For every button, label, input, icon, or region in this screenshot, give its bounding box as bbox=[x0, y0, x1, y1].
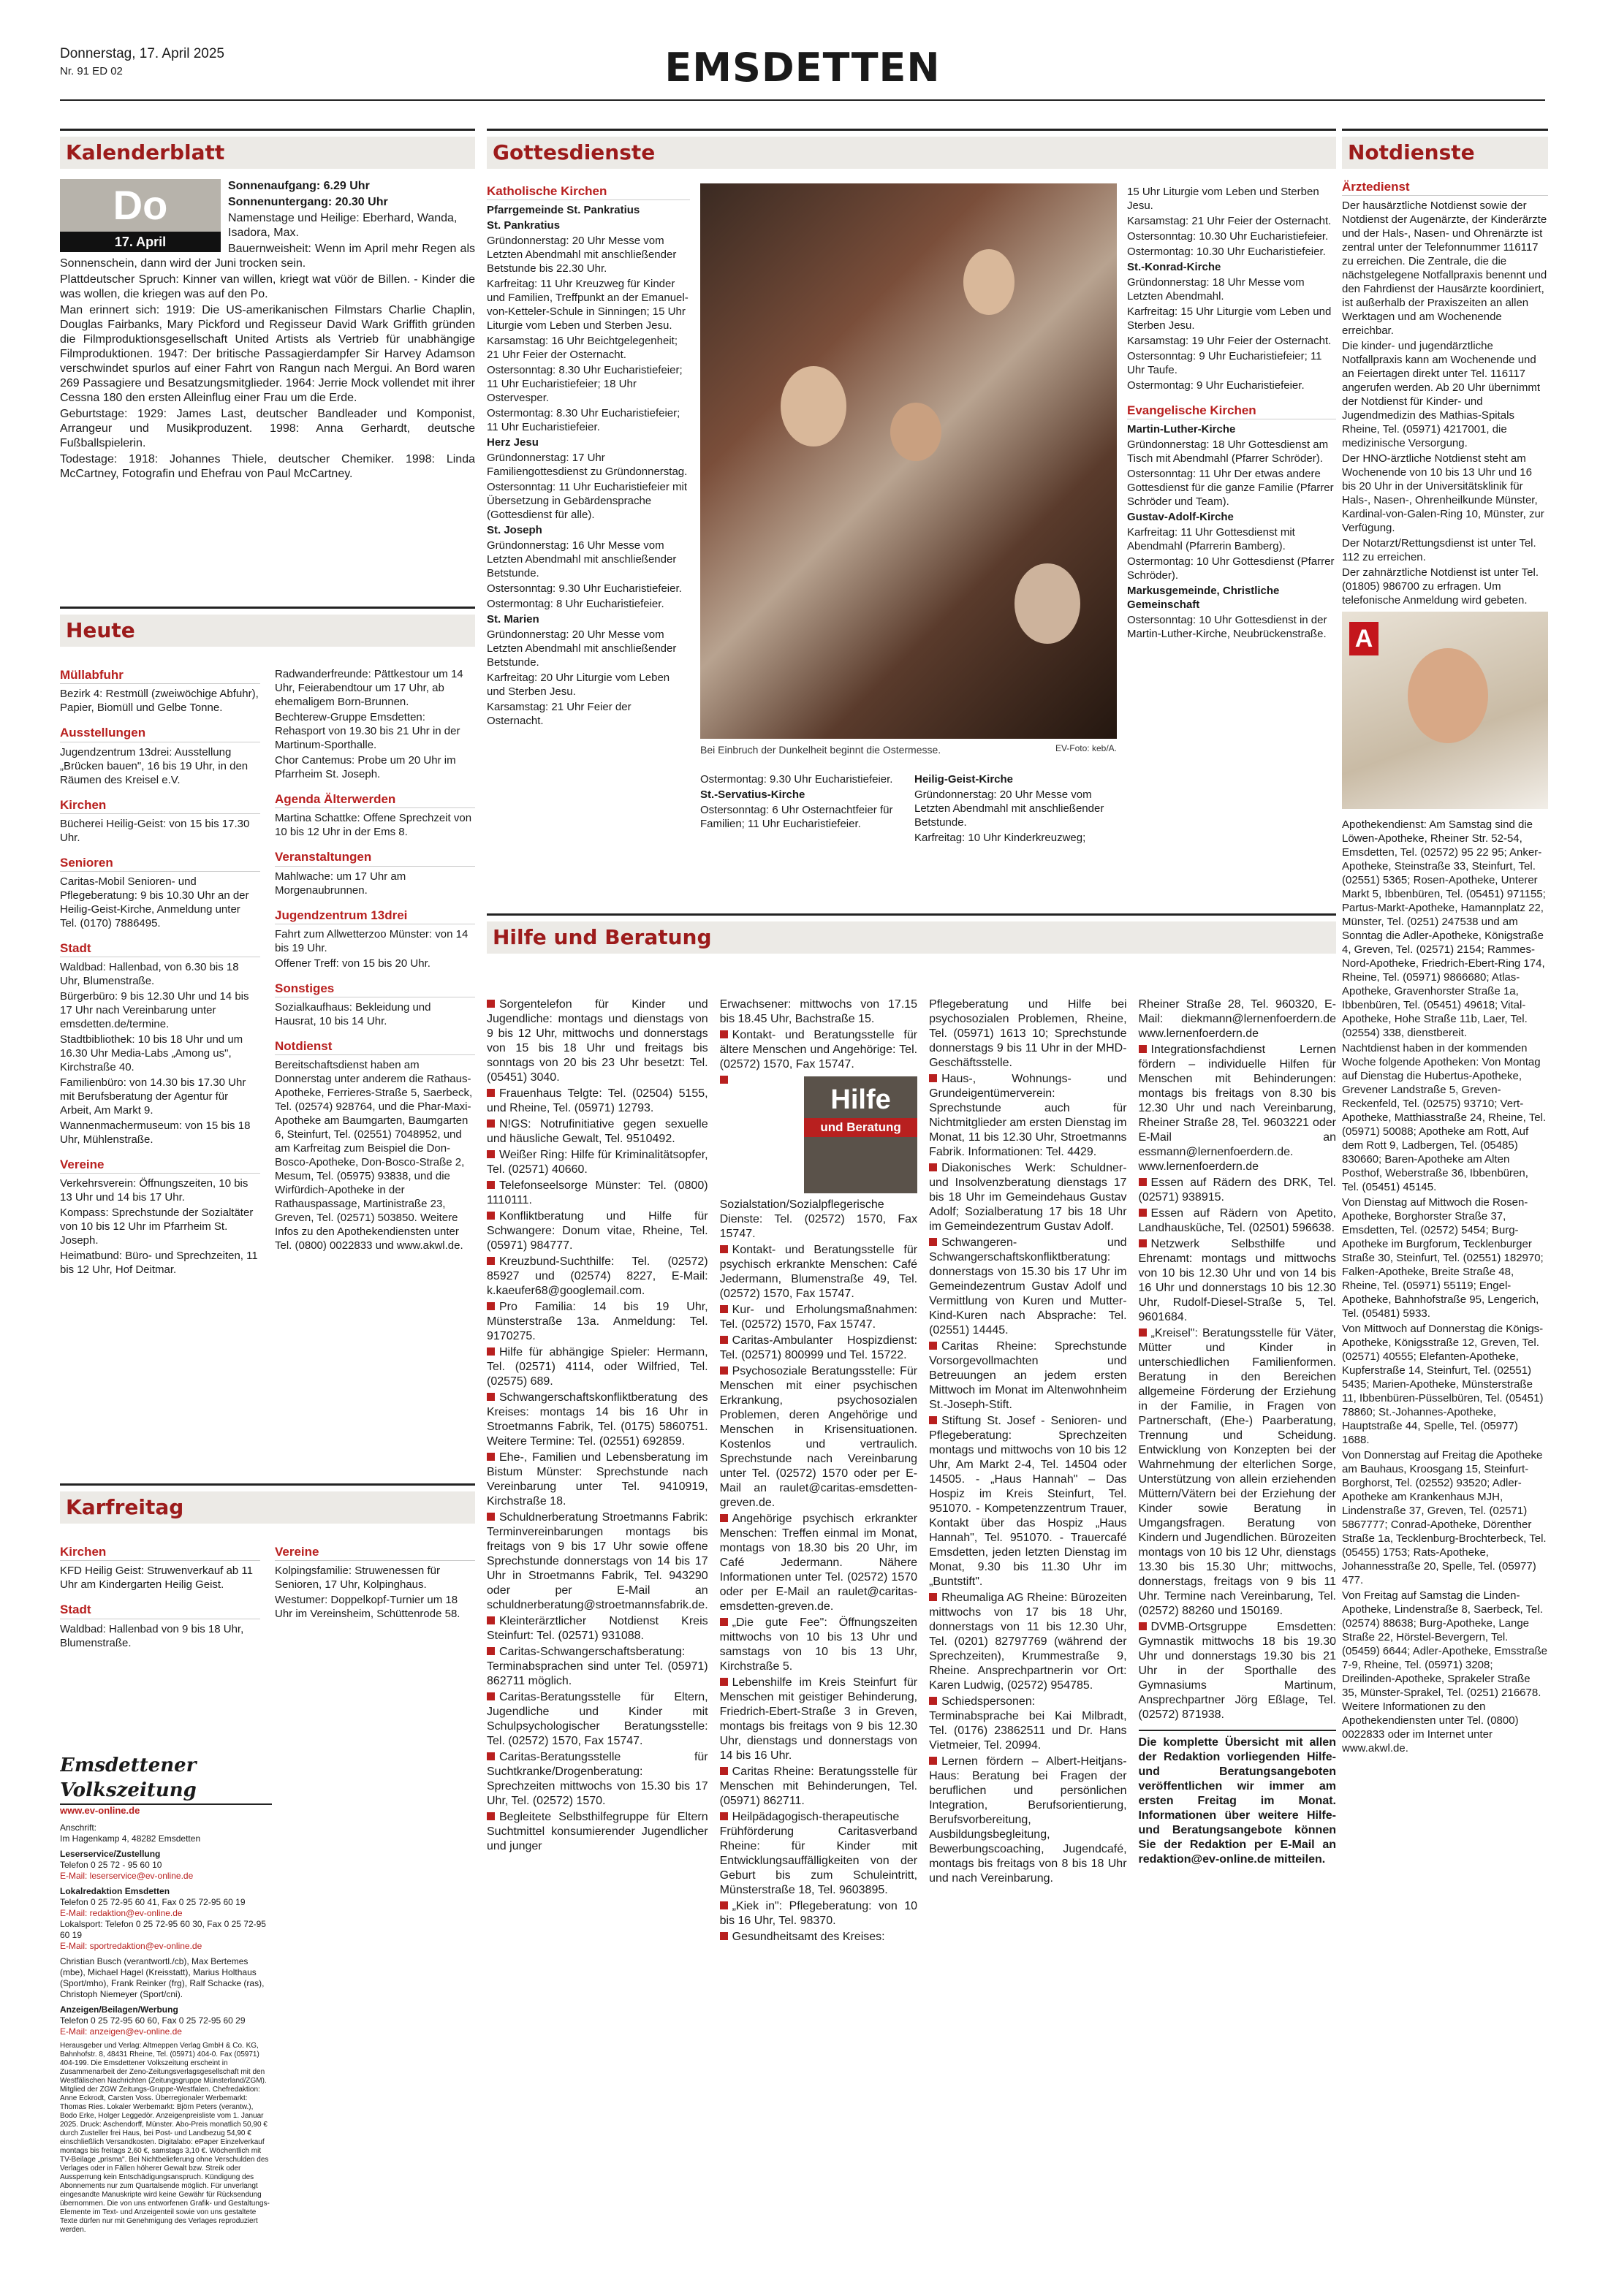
entry: Gründonnerstag: 18 Uhr Messe vom Letzten Abendmahl. bbox=[1127, 276, 1305, 303]
entry-text: Essen auf Rädern des DRK, Tel. (02571) 938915. bbox=[1138, 1176, 1336, 1204]
entry: Stadtbibliothek: 10 bis 18 Uhr und um 16.30 Uhr Media-Labs „Among us", Kirchstraße 40. bbox=[60, 1033, 243, 1073]
entry: Ostersonntag: 10.30 Uhr Eucharistiefeier. bbox=[1127, 230, 1329, 243]
entry: Offener Treff: von 15 bis 20 Uhr. bbox=[275, 957, 431, 970]
kalenderblatt-heading: Kalenderblatt bbox=[60, 137, 475, 169]
entry-text: Weißer Ring: Hilfe für Kriminalitätsopfer, Tel. (02571) 40660. bbox=[487, 1149, 708, 1176]
entry-text: Sorgentelefon für Kinder und Jugendliche: montags und dienstags von 9 bis 12 Uhr, mittwochs und donnerstags von 15 bis 18 Uhr und freitags bis sonntags von 20 bis 23 Uhr besetzt: Tel. (05451) 3040. bbox=[487, 998, 708, 1084]
entry bbox=[1139, 1326, 1336, 1619]
line: Anzeigen/Beilagen/Werbung bbox=[60, 2004, 178, 2015]
man-erinnert-sich: Man erinnert sich: 1919: Die US-amerikanischen Filmstars Charlie Chaplin, Douglas Fairbanks, Mary Pickford und Regisseur David Wark Griffith gründen die Filmproduktionsgesellschaft United Artists als Vertrieb für unabhängige Filmproduktionen. 1947: Der britische Passagierdampfer Sir Harvey Adamson verschwindet spurlos auf einer Fahrt von Rangun nach Mergui. An Bord waren 269 Passagiere und Besatzungsmitglieder. 1964: Jerrie Mock vollendet mit ihrer Cessna 180 den ersten Alleinflug einer Frau um die Erde. bbox=[60, 304, 475, 405]
gottesdienste-col3 bbox=[914, 771, 1117, 846]
heute-heading: Heute bbox=[60, 615, 475, 647]
entry bbox=[1139, 1206, 1336, 1236]
sub-vereine: Vereine bbox=[60, 1157, 260, 1174]
badge-title: Hilfe bbox=[830, 1084, 891, 1115]
entry-text: Stiftung St. Josef - Senioren- und Pflegeberatung: Sprechzeiten montags und mittwochs von 10 bis 12 Uhr, Am Markt 2-4, Tel. 14504 oder 14505. - „Haus Hannah" – Das Hospiz im Kreis Steinfurt, Tel. 951070. - Kompetenzzentrum Trauer, Kontakt über das Hospiz „Haus Hannah", Tel. 951070. - Trauercafé Emsdetten, jeden letzten Dienstag im Monat, 9.30 bis 11.30 Uhr im „Buntstift". bbox=[929, 1415, 1127, 1588]
entry bbox=[487, 1117, 708, 1147]
entry-text: N!GS: Notrufinitiative gegen sexuelle und häusliche Gewalt, Tel. 9510492. bbox=[487, 1118, 708, 1145]
entry: Karsamstag: 21 Uhr Feier der Osternacht. bbox=[1127, 215, 1332, 227]
entry bbox=[487, 997, 708, 1085]
entry bbox=[487, 1690, 708, 1749]
sub-kirchen: Kirchen bbox=[60, 797, 260, 814]
entry: Ostersonntag: 6 Uhr Osternachtfeier für Familien; 11 Uhr Eucharistiefeier. bbox=[700, 804, 893, 830]
entry-text: Kleinterärztlicher Notdienst Kreis Steinfurt: Tel. (02571) 931088. bbox=[487, 1615, 708, 1642]
church-name: St. Joseph bbox=[487, 524, 542, 537]
entry-text: Caritas Rheine: Sprechstunde Vorsorgevollmachten und Betreuungen an jedem ersten Mittwoch im Monat im Altenwohnheim St.-Joseph-Stift. bbox=[929, 1340, 1127, 1411]
issue-number: Nr. 91 ED 02 bbox=[60, 65, 123, 77]
weekday-date: 17. April bbox=[60, 232, 221, 252]
entry: Gründonnerstag: 18 Uhr Gottesdienst am Tisch mit Abendmahl (Pfarrer Schröder). bbox=[1127, 438, 1329, 465]
line: Lokalsport: Telefon 0 25 72-95 60 30, Fax 0 25 72-95 60 19 bbox=[60, 1919, 266, 1941]
entry-text: Schiedspersonen: Terminabsprache bei Kai Milbradt, Tel. (0176) 23862511 und Dr. Hans Vietmeier, Tel. 20994. bbox=[929, 1695, 1127, 1752]
entry bbox=[487, 1345, 708, 1389]
entry: KFD Heilig Geist: Struwenverkauf ab 11 Uhr am Kindergarten Heilig Geist. bbox=[60, 1565, 254, 1592]
pharmacist-face bbox=[1408, 648, 1488, 743]
entry: Ostermontag: 10 Uhr Gottesdienst (Pfarrer Schröder). bbox=[1127, 555, 1335, 582]
entry: Karsamstag: 21 Uhr Feier der Osternacht. bbox=[487, 701, 632, 728]
line: Leserservice/Zustellung bbox=[60, 1849, 161, 1860]
entry-text: Caritas Rheine: Beratungsstelle für Menschen mit Behinderungen, Tel. (05971) 862711. bbox=[719, 1765, 918, 1807]
entry: Kolpingsfamilie: Struwenessen für Senioren, 17 Uhr, Kolpinghaus. bbox=[275, 1565, 440, 1592]
entry: Heimatbund: Büro- und Sprechzeiten, 11 bis 12 Uhr, Hof Deitmar. bbox=[60, 1249, 258, 1276]
entry: Gründonnerstag: 20 Uhr Messe vom Letzten Abendmahl mit anschließender Betstunde bis 22.30 Uhr. bbox=[487, 235, 677, 275]
entry: Karsamstag: 16 Uhr Beichtgelegenheit; 21 Uhr Feier der Osternacht. bbox=[487, 335, 678, 362]
entry-text: Essen auf Rädern von Apetito, Landhausküche, Tel. (02501) 596638. bbox=[1138, 1207, 1336, 1234]
entry bbox=[929, 1236, 1126, 1338]
entry-text: Kontakt- und Beratungsstelle für ältere Menschen und Angehörige: Tel. (02572) 1570, Fax 15747. bbox=[719, 1029, 918, 1071]
entry: Ostersonntag: 11 Uhr Eucharistiefeier mit Übersetzung in Gebärdensprache (Gottesdienst für alle). bbox=[487, 481, 688, 522]
line: Telefon 0 25 72 - 95 60 10 bbox=[60, 1860, 162, 1871]
entry-text: „Die gute Fee": Öffnungszeiten mittwochs von 10 bis 13 Uhr und samstags von 10 bis 13 Uhr, Kirchstraße 5. bbox=[719, 1616, 918, 1673]
entry: Karfreitag: 20 Uhr Liturgie vom Leben und Sterben Jesu. bbox=[487, 672, 670, 699]
hilfe-col2 bbox=[720, 996, 917, 2273]
entry-text: Caritas-Schwangerschaftsberatung: Terminabsprachen sind unter Tel. (05971) 862711 möglich. bbox=[487, 1646, 708, 1687]
easter-mass-photo bbox=[700, 183, 1117, 739]
header-date: Donnerstag, 17. April 2025 bbox=[60, 46, 224, 61]
entry bbox=[929, 1414, 1126, 1589]
entry: Waldbad: Hallenbad, von 6.30 bis 18 Uhr, Blumenstraße. bbox=[60, 960, 239, 987]
entry: Apothekendienst: Am Samstag sind die Löwen-Apotheke, Rheiner Str. 52-54, Emsdetten, Tel. (02572) 95 22 95; Anker-Apotheke, Steinstraße 33, Steinfurt, Tel. (02551) 5365; Rosen-Apotheke, Unterer Markt 5, Ibbenbüren, Tel. (05451) 971155; Partus-Markt-Apotheke, Hamannplatz 22, Münster, Tel. (0251) 247538 und am Sonntag die Adler-Apotheke, Königstraße 4, Greven, Tel. (02571) 2154; Rammes-Nord-Apotheke, Friedrich-Ebert-Ring 174, Rheine, Tel. (05971) 9866680; Atlas-Apotheke, Gravenhorster Straße 1a, Ibbenbüren, Tel. (05451) 49618; Vital-Apotheke, Hohe Straße 11b, Laer, Tel. (02554) 338, dienstbereit. bbox=[1342, 818, 1546, 1040]
entry-text: Schwangerschaftskonfliktberatung des Kreises: montags 14 bis 16 Uhr in Stroetmanns Fabrik, Tel. (0175) 5860751. Weitere Termine: Tel. (02551) 692859. bbox=[487, 1391, 708, 1448]
church-name: Markusgemeinde, Christliche Gemeinschaft bbox=[1127, 585, 1280, 612]
entry-text: Gesundheitsamt des Kreises: bbox=[732, 1931, 885, 1943]
entry: Bereitschaftsdienst haben am Donnerstag unter anderem die Rathaus-Apotheke, Ferrieres-Straße 5, Saerbeck, Tel. (02574) 928764, und die Phar-Maxi-Apotheke am Baumgarten, Baumgarten 6, Steinfurt, Tel. (02551) 7048952, und am Karfreitag zum Beispiel die Don-Bosco-Apotheke, Don-Bosco-Straße 2, Mesum, Tel. (05975) 93838, und die Wirfürdich-Apotheke in der Rathauspassage, Martinistraße 23, Greven, Tel. (02571) 503850. Weitere Infos zu den Apothekendiensten unter Tel. (0800) 0022833 und www.akwl.de. bbox=[275, 1058, 473, 1252]
entry: Erwachsener: mittwochs von 17.15 bis 18.45 Uhr, Bachstraße 15. bbox=[719, 998, 918, 1025]
sub-kirchen: Kirchen bbox=[60, 1544, 260, 1561]
entry: Gründonnerstag: 20 Uhr Messe vom Letzten Abendmahl mit anschließender Betstunde. bbox=[914, 788, 1104, 829]
entry bbox=[720, 1364, 917, 1510]
impressum bbox=[60, 1754, 272, 2265]
entry-text: Pro Familia: 14 bis 19 Uhr, Münsterstraße 13a. Anmeldung: Tel. 9170275. bbox=[487, 1301, 708, 1342]
entry bbox=[1139, 1043, 1336, 1174]
entry: Sozialkaufhaus: Bekleidung und Hausrat, 10 bis 14 Uhr. bbox=[275, 1000, 431, 1027]
sub-katholisch: Katholische Kirchen bbox=[487, 183, 690, 200]
entry: Ostermontag: 9 Uhr Eucharistiefeier. bbox=[1127, 379, 1305, 392]
entry bbox=[720, 1028, 917, 1072]
church-name: St. Pankratius bbox=[487, 219, 561, 232]
entry bbox=[1139, 1176, 1336, 1205]
email-link[interactable]: E-Mail: sportredaktion@ev-online.de bbox=[60, 1941, 202, 1952]
entry bbox=[487, 1255, 708, 1299]
entry bbox=[487, 1209, 708, 1253]
hilfe-col1 bbox=[487, 996, 708, 2273]
entry: Nachtdienst haben in der kommenden Woche folgende Apotheken: Von Montag auf Dienstag die Hubertus-Apotheke, Grevener Landstraße 5, Greven-Reckenfeld, Tel. (02575) 93710; Vert-Apotheke, Matthiasstraße 24, Rheine, Tel. (05971) 50088; Apotheke am Rott, Auf dem Rott 9, Ladbergen, Tel. (05485) 830660; Baren-Apotheke am Alten Posthof, Weberstraße 36, Ibbenbüren, Tel. (05451) 45145. bbox=[1342, 1042, 1547, 1194]
hilfe-col4 bbox=[1139, 996, 1336, 2273]
entry: Von Donnerstag auf Freitag die Apotheke am Bauhaus, Kroosgang 15, Steinfurt-Borghorst, Tel. (02552) 93520; Adler-Apotheke am Krankenhaus MJH, Lindenstraße 37, Greven, Tel. (02571) 5867777; Conrad-Apotheke, Dörenther Straße 1a, Tecklenburg-Brochterbeck, Tel. (05455) 1753; Rats-Apotheke, Johannesstraße 20, Spelle, Tel. (05977) 477. bbox=[1342, 1449, 1547, 1587]
entry bbox=[720, 1899, 917, 1928]
entry bbox=[487, 1300, 708, 1344]
impressum-text bbox=[60, 1822, 272, 2235]
entry: Karfreitag: 10 Uhr Kinderkreuzweg; bbox=[914, 832, 1086, 844]
entry bbox=[720, 1334, 917, 1363]
sunset: Sonnenuntergang: 20.30 Uhr bbox=[228, 196, 388, 209]
overview-note: Die komplette Übersicht mit allen der Redaktion vorliegenden Hilfe- und Beratungsangeboten veröffentlichen wir immer am ersten Freitag im Monat. Informationen über weitere Hilfe- und Beratungsangebote können Sie der Redaktion per E-Mail an redaktion@ev-online.de mitteilen. bbox=[1139, 1730, 1336, 1867]
entry-text: Hilfe für abhängige Spieler: Hermann, Tel. (02571) 4114, oder Wilfried, Tel. (02575) 689. bbox=[487, 1346, 708, 1388]
entry bbox=[487, 1614, 708, 1643]
entry: Karfreitag: 15 Uhr Liturgie vom Leben und Sterben Jesu. bbox=[1127, 305, 1332, 332]
entry bbox=[720, 1765, 917, 1809]
entry-text: Schuldnerberatung Stroetmanns Fabrik: Terminvereinbarungen montags bis freitags von 9 bis 17 Uhr sowie offene Sprechstunde donnerstags von 14 bis 17 Uhr in Stroetmanns Fabrik, Tel. 943290 oder per E-Mail an schuldnerberatung@stroetmannsfabrik.de. bbox=[487, 1511, 708, 1611]
entry bbox=[487, 1087, 708, 1116]
entry: Von Mittwoch auf Donnerstag die Königs-Apotheke, Königsstraße 12, Greven, Tel. (02571) 40555; Elefanten-Apotheke, Kupferstraße 14, Steinfurt, Tel. (02551) 5435; Marien-Apotheke, Münsterstraße 11, Ibbenbüren-Püsselbüren, Tel. (05451) 78860; St.-Johannes-Apotheke, Hauptstraße 44, Spelle, Tel. (05977) 1688. bbox=[1342, 1323, 1544, 1447]
entry-text: Ehe-, Familien und Lebensberatung im Bistum Münster: Sprechstunde nach Vereinbarung unter Tel. 9410919, Kirchstraße 18. bbox=[487, 1451, 708, 1508]
sub-agenda: Agenda Älterwerden bbox=[275, 791, 475, 808]
entry: Familienbüro: von 14.30 bis 17.30 Uhr mit Berufsberatung der Agentur für Arbeit, Am Markt 9. bbox=[60, 1076, 246, 1117]
line: Lokalredaktion Emsdetten bbox=[60, 1886, 170, 1897]
entry-text: Frauenhaus Telgte: Tel. (02504) 5155, und Rheine, Tel. (05971) 12793. bbox=[487, 1087, 708, 1114]
sub-jugendzentrum: Jugendzentrum 13drei bbox=[275, 908, 475, 924]
entry-text: Konfliktberatung und Hilfe für Schwangere: Donum vitae, Rheine, Tel. (05971) 984777. bbox=[487, 1210, 708, 1252]
entry: Karsamstag: 19 Uhr Feier der Osternacht. bbox=[1127, 335, 1332, 347]
pharmacist-photo bbox=[1342, 612, 1548, 809]
entry: Ostermontag: 8.30 Uhr Eucharistiefeier; 11 Uhr Eucharistiefeier. bbox=[487, 407, 680, 434]
bauernweisheit: Bauernweisheit: Wenn im April mehr Regen als Sonnenschein, dann wird der Juni trocken sein. bbox=[60, 243, 475, 270]
church-name: Gustav-Adolf-Kirche bbox=[1127, 511, 1234, 524]
entry: Karfreitag: 11 Uhr Kreuzweg für Kinder und Familien, Treffpunkt an der Emanuel-von-Ketteler-Schule in Sinningen; 15 Uhr Liturgie vom Leben und Sterben Jesu. bbox=[487, 278, 689, 332]
sub-muellabfuhr: Müllabfuhr bbox=[60, 667, 260, 684]
entry: Martina Schattke: Offene Sprechzeit von 10 bis 12 Uhr in der Ems 8. bbox=[275, 812, 472, 839]
entry: Von Dienstag auf Mittwoch die Rosen-Apotheke, Borghorster Straße 37, Emsdetten, Tel. (02572) 5454; Burg-Apotheke im Burgforum, Tecklenburger Straße 30, Steinfurt, Tel. (02551) 182970; Falken-Apotheke, Breite Straße 48, Rheine, Tel. (05971) 55119; Engel-Apotheke, Bahnhofstraße 95, Lengerich, Tel. (05481) 5933. bbox=[1342, 1196, 1544, 1320]
entry-text: Schwangeren- und Schwangerschaftskonfliktberatung: donnerstags von 15.30 bis 17 Uhr im Gemeindezentrum Gustav Adolf und Vermittlung von Kuren und Mutter-Kind-Kuren nach Absprache: Tel. (02551) 14445. bbox=[929, 1236, 1127, 1337]
entry-text: Haus-, Wohnungs- und Grundeigentümerverein: Sprechstunde auch für Nichtmitglieder am ersten Dienstag im Monat, 11 bis 12.30 Uhr, Stroetmanns Fabrik. Informationen: Tel. 4429. bbox=[929, 1073, 1127, 1158]
entry bbox=[487, 1645, 708, 1689]
hilfe-columns bbox=[487, 996, 1336, 2273]
plattdeutsch: Plattdeutscher Spruch: Kinner van willen, kriegt wat vüör de Billen. - Kinder die was wollen, die kriegen was auf den Po. bbox=[60, 273, 475, 301]
page-header bbox=[60, 41, 1545, 101]
entry-text: Integrationsfachdienst Lernen fördern – individuelle Hilfen für Menschen mit Behinderungen: montags bis freitags von 8.30 bis 12.30 Uhr und nach Vereinbarung, Rheiner Straße 28, Tel. 9603221 oder E-Mail an essmann@lernenfoerdern.de. www.lernenfoerdern.de bbox=[1138, 1044, 1336, 1173]
entry: Gründonnerstag: 17 Uhr Familiengottesdienst zu Gründonnerstag. bbox=[487, 452, 688, 479]
entry: Ostermontag: 9.30 Uhr Eucharistiefeier. bbox=[700, 773, 893, 786]
entry bbox=[720, 1676, 917, 1763]
page-title: EMSDETTEN bbox=[664, 45, 941, 91]
entry: Gründonnerstag: 20 Uhr Messe vom Letzten Abendmahl mit anschließender Betstunde. bbox=[487, 628, 677, 669]
karfreitag-col-right bbox=[275, 1534, 475, 1651]
sub-senioren: Senioren bbox=[60, 855, 260, 872]
church-name: Herz Jesu bbox=[487, 436, 539, 449]
entry bbox=[929, 1755, 1126, 1886]
entry-text: Telefonseelsorge Münster: Tel. (0800) 1110111. bbox=[487, 1179, 708, 1206]
entry: Ostersonntag: 11 Uhr Der etwas andere Gottesdienst für die ganze Familie (Pfarrer Schröder und Team). bbox=[1127, 468, 1334, 509]
line: Christian Busch (verantwortl./cb), Max Bertemes (mbe), Michael Hagel (Kreisstatt), Marius Holthaus (Sport/mho), Frank Reinker (frg), Ralf Schacke (ras), Christoph Niemeyer (Sport/cni). bbox=[60, 1956, 265, 2000]
entry bbox=[720, 1303, 917, 1332]
weekday-box bbox=[60, 179, 221, 252]
entry: 15 Uhr Liturgie vom Leben und Sterben Jesu. bbox=[1127, 186, 1319, 212]
sub-veranstaltungen: Veranstaltungen bbox=[275, 849, 475, 866]
notdienste-section bbox=[1342, 129, 1548, 2270]
entry-text: Netzwerk Selbsthilfe und Ehrenamt: montags und mittwochs von 10 bis 12.30 Uhr und von 14 bis 16 Uhr und donnerstags 10 bis 12.30 Uhr, Rudolf-Diesel-Straße 5, Tel. 9601684. bbox=[1138, 1238, 1336, 1323]
website-link[interactable]: www.ev-online.de bbox=[60, 1804, 140, 1816]
entry: Waldbad: Hallenbad von 9 bis 18 Uhr, Blumenstraße. bbox=[60, 1622, 244, 1649]
newspaper-logo: Emsdettener Volkszeitung bbox=[60, 1754, 272, 1805]
entry-text: Psychosoziale Beratungsstelle: Für Menschen mit einer psychischen Erkrankung, psychosozialen Problemen, deren Angehörige und Menschen in Krisensituationen. Kostenlos und vertraulich. Sprechstunde nach Vereinbarung unter Tel. (02572) 1570 oder per E-Mail an raulet@caritas-emsdetten-greven.de. bbox=[719, 1365, 918, 1509]
entry-text: Caritas-Beratungsstelle für Eltern, Jugendliche und Kinder mit Schulpsychologischer Beratungsstelle: Tel. (02572) 1570, Fax 15747. bbox=[487, 1691, 708, 1747]
entry: Verkehrsverein: Öffnungszeiten, 10 bis 13 Uhr und 14 bis 17 Uhr. bbox=[60, 1176, 249, 1204]
heute-col-left bbox=[60, 657, 260, 1278]
notdienste-heading: Notdienste bbox=[1342, 137, 1548, 169]
photo-caption: Bei Einbruch der Dunkelheit beginnt die Ostermesse. bbox=[700, 744, 941, 756]
entry bbox=[929, 1161, 1126, 1234]
entry-text: Begleitete Selbsthilfegruppe für Eltern Suchtmittel konsumierender Jugendlicher und junger bbox=[487, 1811, 708, 1852]
entry: Rheiner Straße 28, Tel. 960320, E-Mail: diekmann@lernenfoerdern.de www.lernenfoerdern.de bbox=[1138, 998, 1336, 1040]
entry-text: Heilpädagogisch-therapeutische Frühförderung Caritasverband Rheine: für Kinder mit Entwicklungsauffälligkeiten von der Geburt bis zum Schuleintritt, Münsterstraße 18, Tel. 9603895. bbox=[719, 1811, 918, 1896]
entry-text: Kur- und Erholungsmaßnahmen: Tel. (02572) 1570, Fax 15747. bbox=[719, 1304, 918, 1331]
entry bbox=[929, 1591, 1126, 1693]
entry: Wannenmachermuseum: von 15 bis 18 Uhr, Mühlenstraße. bbox=[60, 1119, 251, 1146]
sub-vereine: Vereine bbox=[275, 1544, 475, 1561]
hilfe-heading: Hilfe und Beratung bbox=[487, 921, 1336, 954]
line: Anschrift: bbox=[60, 1822, 97, 1833]
entry: Fahrt zum Allwetterzoo Münster: von 14 bis 19 Uhr. bbox=[275, 927, 469, 954]
entry bbox=[487, 1148, 708, 1177]
entry-text: Rheumaliga AG Rheine: Bürozeiten mittwochs von 17 bis 18 Uhr, donnerstags von 11 bis 12.30 Uhr, Tel. (0201) 82797769 (während der Sprechzeiten), Krummestraße 9, Rheine. Ansprechpartnerin vor Ort: Karen Ludwig, (02572) 954785. bbox=[929, 1592, 1127, 1692]
entry: Ostermontag: 8 Uhr Eucharistiefeier. bbox=[487, 598, 664, 611]
church-name: St. Marien bbox=[487, 613, 539, 626]
entry: Der zahnärztliche Notdienst ist unter Tel. (01805) 986700 zu erfragen. Um telefonische Anmeldung wird gebeten. bbox=[1342, 566, 1539, 607]
entry bbox=[720, 1243, 917, 1301]
entry: Bürgerbüro: 9 bis 12.30 Uhr und 14 bis 17 Uhr nach Vereinbarung unter emsdetten.de/termine. bbox=[60, 989, 249, 1030]
entry: Westumer: Doppelkopf-Turnier um 18 Uhr im Vereinsheim, Schüttenrode 58. bbox=[275, 1594, 460, 1621]
photo-credit: EV-Foto: keb/A. bbox=[1055, 743, 1117, 753]
entry bbox=[929, 1695, 1126, 1753]
photo-caption-row bbox=[700, 743, 1117, 756]
entry bbox=[487, 1510, 708, 1613]
entry: Karfreitag: 11 Uhr Gottesdienst mit Abendmahl (Pfarrerin Bamberg). bbox=[1127, 526, 1295, 553]
entry bbox=[487, 1391, 708, 1449]
entry-text: „Kreisel": Beratungsstelle für Väter, Mütter und Kinder in unterschiedlichen Familienformen. Beratung in den Bereichen allgemeine Förderung der Erziehung in der Familie, in Fragen von Partnerschaft, (Ehe-) Paarberatung, Trennung und Scheidung. Entwicklung von Konzepten bei der Wahrnehmung der elterlichen Sorge, Unterstützung von allein erziehenden Müttern/Vätern bei der Erziehung der Kinder sowie Beratung in Umgangsfragen. Beratung von Kindern und Jugendlichen. Bürozeiten montags von 10 bis 12 Uhr, dienstags 13.30 bis 15.30 Uhr; mittwochs, donnerstags, freitags von 9 bis 11 Uhr. Termine nach Vereinbarung, Tel. (02572) 88260 und 150169. bbox=[1138, 1327, 1336, 1617]
publisher-info: Herausgeber und Verlag: Altmeppen Verlag GmbH & Co. KG, Bahnhofstr. 8, 48431 Rheine, Tel. (05971) 404-0. Fax (05971) 404-199. Die Emsdettener Volkszeitung erscheint in Zusammenarbeit der Zeno-Zeitungsverlagsgesellschaft mit den Westfälischen Nachrichten (Zeitungsgruppe Münsterland/ZGM). Mitglied der ZGW Zeitungs-Gruppe-Westfalen. Chefredaktion: Anne Eckrodt, Carsten Voss. Überregionaler Werbemarkt: Thomas Ries. Lokaler Werbemarkt: Björn Peters (verantw.), Bodo Erke, Holger Leggedör. Anzeigenpreisliste vom 1. Januar 2025. Druck: Aschendorff, Münster. Abo-Preis monatlich 50,90 € durch Zusteller frei Haus, bei Post- und Landbezug 54,90 € einschließlich Versandkosten. Digitalabo: ePaper Einzelverkauf montags bis freitags 2,60 €, samstags 3,10 €. Wöchentlich mit TV-Beilage „prisma". Bei Nichtbelieferung ohne Verschulden des Verlages oder in Fällen höherer Gewalt bzw. Streik oder Aussperrung kein Entschädigungsanspruch. Kündigung des Abonnements nur zum Quartalsende möglich. Für unverlangt eingesandte Manuskripte wird keine Gewähr für Rücksendung übernommen. Die von uns entworfenen Grafik- und Gestaltungs-Elemente im Text- und Anzeigenteil sowie von uns gestaltete Texte dürfen nur mit Genehmigung des Verlages reproduziert werden. bbox=[60, 2042, 270, 2235]
sub-notdienst: Notdienst bbox=[275, 1038, 475, 1055]
line: Telefon 0 25 72-95 60 60, Fax 0 25 72-95 60 29 bbox=[60, 2015, 246, 2026]
entry: Chor Cantemus: Probe um 20 Uhr im Pfarrheim St. Joseph. bbox=[275, 754, 456, 781]
entry-text: „Kiek in": Pflegeberatung: von 10 bis 16 Uhr, Tel. 98370. bbox=[719, 1900, 918, 1927]
church-name: St.-Konrad-Kirche bbox=[1127, 261, 1221, 273]
entry: Der hausärztliche Notdienst sowie der Notdienst der Augenärzte, der Kinderärzte und der Hals-, Nasen- und Ohrenärzte ist zentral unter der Telefonnummer 116117 zu erreichen. Die Zentrale, die die nächstgelegene Notfallpraxis benennt und den Fahrdienst der Hausärzte koordiniert, ist außerhalb der Praxiszeiten an allen Werktagen und am Wochenende erreichbar. bbox=[1342, 199, 1547, 338]
entry bbox=[1139, 1237, 1336, 1325]
entry bbox=[720, 1616, 917, 1674]
entry: Ostersonntag: 8.30 Uhr Eucharistiefeier; 11 Uhr Eucharistiefeier; 18 Uhr Ostervesper. bbox=[487, 364, 683, 405]
karfreitag-heading: Karfreitag bbox=[60, 1491, 475, 1524]
entry: Caritas-Mobil Senioren- und Pflegeberatung: 9 bis 10.30 Uhr an der Heilig-Geist-Kirche, Anmeldung unter Tel. (0170) 7886495. bbox=[60, 875, 249, 930]
email-link[interactable]: E-Mail: anzeigen@ev-online.de bbox=[60, 2026, 182, 2037]
hilfe-badge bbox=[804, 1076, 917, 1193]
line: Telefon 0 25 72-95 60 41, Fax 0 25 72-95 60 19 bbox=[60, 1897, 246, 1908]
church-name: Martin-Luther-Kirche bbox=[1127, 423, 1236, 436]
entry bbox=[720, 1512, 917, 1614]
entry-text: Kontakt- und Beratungsstelle für psychisch erkrankte Menschen: Café Jedermann, Blumenstraße 49, Tel. (02572) 1570, Fax 15747. bbox=[719, 1244, 918, 1300]
entry-text: Sozialstation/Sozialpflegerische Dienste: Tel. (02572) 1570, Fax 15747. bbox=[719, 1198, 918, 1240]
church-name: St.-Servatius-Kirche bbox=[700, 788, 805, 801]
entry bbox=[487, 1750, 708, 1809]
entry bbox=[929, 1072, 1126, 1160]
entry: Ostersonntag: 9.30 Uhr Eucharistiefeier. bbox=[487, 582, 682, 596]
entry bbox=[720, 1810, 917, 1898]
weekday-label: Do bbox=[60, 179, 221, 232]
line: Im Hagenkamp 4, 48282 Emsdetten bbox=[60, 1833, 201, 1844]
entry: Von Freitag auf Samstag die Linden-Apotheke, Lindenstraße 8, Saerbeck, Tel. (02574) 88638; Burg-Apotheke, Lange Straße 22, Hörstel-Bevergern, Tel. (05459) 6644; Adler-Apotheke, Emsstraße 7-9, Rheine, Tel. (05971) 3208; Dreilinden-Apotheke, Sprakeler Straße 35, Münster-Sprakel, Tel. (0251) 216678. Weitere Informationen zu den Apothekendiensten unter Tel. (0800) 0022833 oder im Internet unter www.akwl.de. bbox=[1342, 1589, 1547, 1755]
entry bbox=[1139, 1620, 1336, 1722]
gottesdienste-heading: Gottesdienste bbox=[487, 137, 1336, 169]
entry: Gründonnerstag: 16 Uhr Messe vom Letzten Abendmahl mit anschließender Betstunde. bbox=[487, 539, 677, 580]
gottesdienste-col4 bbox=[1127, 183, 1336, 642]
kalenderblatt-section bbox=[60, 129, 475, 567]
sub-stadt: Stadt bbox=[60, 1602, 260, 1619]
gottesdienste-col2 bbox=[700, 771, 901, 832]
todestage: Todestage: 1918: Johannes Thiele, deutscher Chemiker. 1998: Linda McCartney, Fotografin und Ehefrau von Paul McCartney. bbox=[60, 453, 475, 481]
gottesdienste-section bbox=[487, 129, 1336, 896]
entry bbox=[929, 1339, 1126, 1413]
pharmacy-icon: A bbox=[1349, 622, 1378, 655]
entry-text: Angehörige psychisch erkrankter Menschen: Treffen einmal im Monat, montags von 18.30 bis 20 Uhr, im Café Jedermann. Nähere Informationen unter Tel. (02572) 1570 oder per E-Mail an raulet@caritas-emsdetten-greven.de. bbox=[719, 1513, 918, 1613]
sub-aerztedienst: Ärztedienst bbox=[1342, 179, 1548, 196]
heute-col-right bbox=[275, 657, 475, 1278]
entry: Mahlwache: um 17 Uhr am Morgenaubrunnen. bbox=[275, 870, 406, 897]
hilfe-section bbox=[487, 913, 1336, 2273]
gottesdienste-col1 bbox=[487, 183, 690, 729]
church-name: Heilig-Geist-Kirche bbox=[914, 773, 1014, 786]
email-link[interactable]: E-Mail: redaktion@ev-online.de bbox=[60, 1908, 183, 1919]
church-name: Pfarrgemeinde St. Pankratius bbox=[487, 204, 640, 217]
entry bbox=[720, 1930, 917, 1945]
badge-subtitle: und Beratung bbox=[804, 1118, 917, 1137]
entry: Pflegeberatung und Hilfe bei psychosozialen Problemen, Rheine, Tel. (05971) 1613 10; Sprechstunde donnerstags 9 bis 11 Uhr in der MHD-Geschäftsstelle. bbox=[929, 998, 1127, 1069]
entry bbox=[487, 1179, 708, 1208]
entry: Bücherei Heilig-Geist: von 15 bis 17.30 Uhr. bbox=[60, 817, 250, 844]
entry-text: Lebenshilfe im Kreis Steinfurt für Menschen mit geistiger Behinderung, Friedrich-Ebert-Straße 3 in Greven, montags bis freitags von 9 bis 12.30 Uhr, dienstags und donnerstags von 14 bis 16 Uhr. bbox=[719, 1676, 918, 1762]
sub-sonstiges: Sonstiges bbox=[275, 981, 475, 997]
sub-ausstellungen: Ausstellungen bbox=[60, 725, 260, 742]
entry bbox=[487, 1810, 708, 1854]
karfreitag-section bbox=[60, 1483, 475, 1703]
entry-text: Caritas-Ambulanter Hospizdienst: Tel. (02571) 800999 und Tel. 15722. bbox=[719, 1334, 918, 1361]
heute-section bbox=[60, 607, 475, 1454]
entry bbox=[487, 1451, 708, 1509]
karfreitag-col-left bbox=[60, 1534, 260, 1651]
sunrise: Sonnenaufgang: 6.29 Uhr bbox=[228, 180, 370, 193]
entry: Bezirk 4: Restmüll (zweiwöchige Abfuhr), Papier, Biomüll und Gelbe Tonne. bbox=[60, 688, 259, 715]
entry-text: DVMB-Ortsgruppe Emsdetten: Gymnastik mittwochs 18 bis 19.30 Uhr und donnerstags 19.30 bis 21 Uhr in der Sporthalle des Gymnasiums Martinum, Ansprechpartner Jörg Eßlage, Tel. (02572) 871938. bbox=[1138, 1621, 1336, 1721]
entry: Radwanderfreunde: Pättkestour um 14 Uhr, Feierabendtour um 17 Uhr, ab ehemaligem Born-Brunnen. bbox=[275, 668, 463, 709]
entry: Die kinder- und jugendärztliche Notfallpraxis kann am Wochenende und an Feiertagen direkt unter Tel. 116117 angerufen werden. Ab 20 Uhr übernimmt der Notdienst für Kinder- und Jugendmedizin des Mathias-Spitals Rheine, Tel. (05971) 4217001, die medizinische Versorgung. bbox=[1342, 340, 1540, 450]
entry-text: Kreuzbund-Suchthilfe: Tel. (02572) 85927 und (02574) 8227, E-Mail: k.kaeufer68@googlemail.com. bbox=[487, 1255, 708, 1297]
hilfe-col3 bbox=[929, 996, 1126, 2273]
entry: Jugendzentrum 13drei: Ausstellung „Brücken bauen", 16 bis 19 Uhr, in den Räumen des Kreisel e.V. bbox=[60, 745, 249, 786]
email-link[interactable]: E-Mail: leserservice@ev-online.de bbox=[60, 1871, 194, 1882]
entry: Bechterew-Gruppe Emsdetten: Rehasport von 19.30 bis 21 Uhr in der Martinum-Sporthalle. bbox=[275, 711, 460, 752]
entry-text: Diakonisches Werk: Schuldner- und Insolvenzberatung dienstags 17 bis 18 Uhr im Gemeindehaus Gustav Adolf; Sozialberatung 17 bis 18 Uhr im Gemeindezentrum Gustav Adolf. bbox=[929, 1162, 1127, 1233]
namenstage: Namenstage und Heilige: Eberhard, Wanda, Isadora, Max. bbox=[228, 212, 458, 240]
geburtstage: Geburtstage: 1929: James Last, deutscher Bandleader und Komponist, Arrangeur und Musikproduzent. 1998: Anna Gerhardt, deutsche Fußballspielerin. bbox=[60, 408, 475, 450]
entry: Der HNO-ärztliche Notdienst steht am Wochenende von 10 bis 13 Uhr und 16 bis 20 Uhr in der Universitätsklinik für Hals-, Nasen-, Ohrenheilkunde Münster, Kardinal-von-Galen-Ring 10, Münster, zur Verfügung. bbox=[1342, 452, 1544, 535]
entry: Ostermontag: 10.30 Uhr Eucharistiefeier. bbox=[1127, 246, 1326, 258]
sub-evangelisch: Evangelische Kirchen bbox=[1127, 403, 1336, 419]
entry: Kompass: Sprechstunde der Sozialtäter von 10 bis 12 Uhr im Pfarrheim St. Joseph. bbox=[60, 1206, 254, 1247]
sub-stadt: Stadt bbox=[60, 940, 260, 957]
entry: Ostersonntag: 10 Uhr Gottesdienst in der Martin-Luther-Kirche, Neubrückenstraße. bbox=[1127, 614, 1327, 641]
entry-text: Lernen fördern – Albert-Heitjans-Haus: Beratung bei Fragen der beruflichen und persönlichen Integration, Berufsorientierung, Berufsvorbereitung, Ausbildungsbegleitung, Bewerbungscoaching, Jugendcafé, montags bis freitags von 8 bis 18 Uhr und nach Vereinbarung. bbox=[929, 1755, 1127, 1885]
entry-text: Caritas-Beratungsstelle für Suchtkranke/Drogenberatung: Sprechzeiten mittwochs von 15.30 bis 17 Uhr, Tel. (02572) 1570. bbox=[487, 1751, 708, 1807]
entry: Der Notarzt/Rettungsdienst ist unter Tel. 112 zu erreichen. bbox=[1342, 537, 1536, 564]
entry: Ostersonntag: 9 Uhr Eucharistiefeier; 11 Uhr Taufe. bbox=[1127, 350, 1322, 376]
